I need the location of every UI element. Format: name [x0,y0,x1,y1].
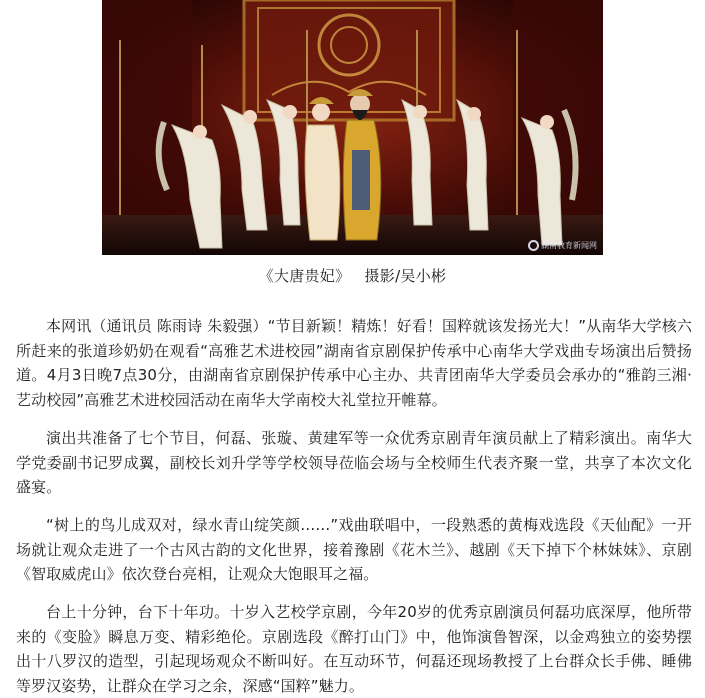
article-paragraph: 本网讯（通讯员 陈雨诗 朱毅强）“节目新颖！精炼！好看！国粹就该发扬光大！”从南华大学核六所赶来的张道珍奶奶在观看“高雅艺术进校园”湖南省京剧保护传承中心南华大学戏曲专场演出后赞扬道。4月3日晚7点30分，由湖南省京剧保护传承中心主办、共青团南华大学委员会承办的“雅韵三湘·艺动校园”高雅艺术进校园活动在南华大学南校大礼堂拉开帷幕。 [16,317,692,409]
article-paragraph: “树上的鸟儿成双对，绿水青山绽笑颜……”戏曲联唱中，一段熟悉的黄梅戏选段《天仙配》一开场就让观众走进了一个古风古韵的文化世界，接着豫剧《花木兰》、越剧《天下掉下个林妹妹》、京剧《智取威虎山》依次登台亮相，让观众大饱眼耳之福。 [16,516,692,583]
article-paragraph: 台上十分钟，台下十年功。十岁入艺校学京剧，今年20岁的优秀京剧演员何磊功底深厚，他所带来的《变脸》瞬息万变、精彩绝伦。京剧选段《醉打山门》中，他饰演鲁智深，以金鸡独立的姿势摆出十八罗汉的造型，引起现场观众不断叫好。在互动环节，何磊还现场教授了上台群众长手佛、睡佛等罗汉姿势，让群众在学习之余，深感“国粹”魅力。 [16,603,692,695]
caption-credit: 摄影/吴小彬 [364,267,447,285]
stage-scene-illustration [102,0,603,255]
ornate-backdrop [244,0,454,120]
photo-caption [0,266,705,286]
watermark-text: 湖南教育新闻网 [541,241,597,250]
stage-photo [102,0,603,255]
photo-watermark [528,240,597,251]
caption-title: 《大唐贵妃》 [258,267,351,285]
article-paragraph: 演出共准备了七个节目，何磊、张璇、黄建军等一众优秀京剧青年演员献上了精彩演出。南华大学党委副书记罗成翼，副校长刘升学等学校领导莅临会场与全校师生代表齐聚一堂，共享了本次文化盛宴。 [16,429,692,496]
news-logo-icon [528,240,539,251]
